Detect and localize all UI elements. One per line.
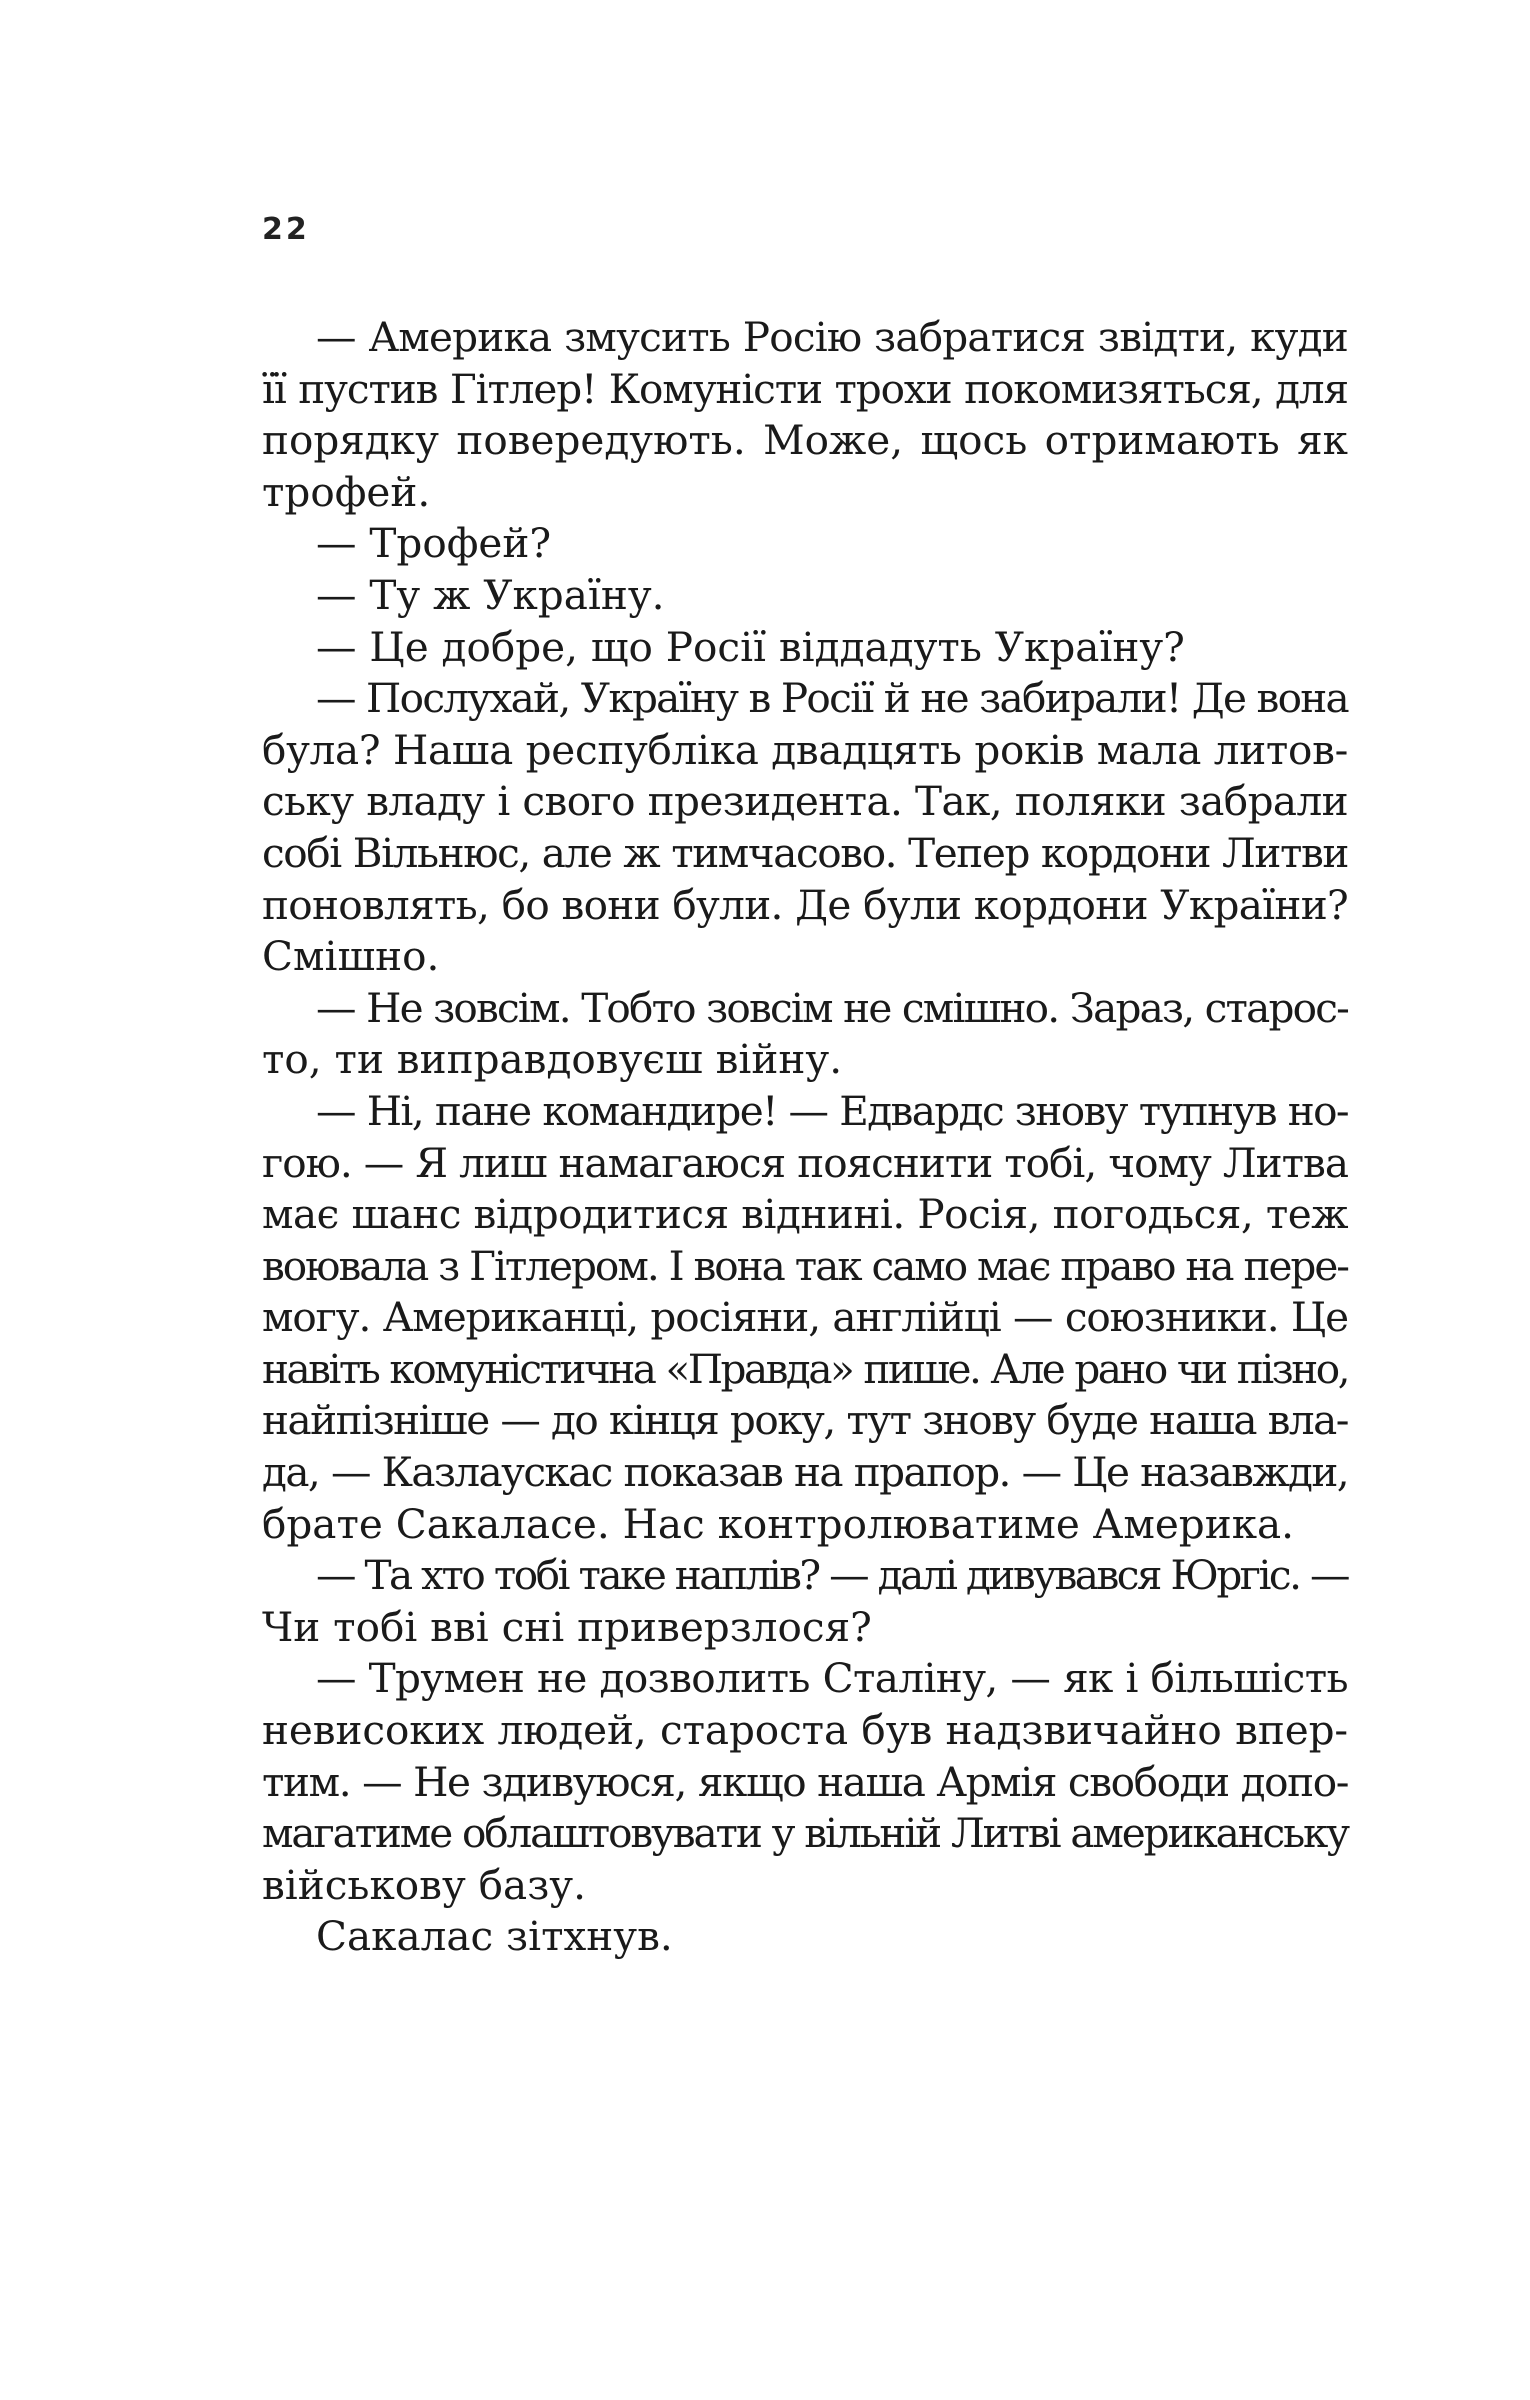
- text-line: порядку повередують. Може, щось отримають як: [262, 416, 1348, 465]
- text-line: була? Наша республіка двадцять років мала литов-: [262, 725, 1348, 774]
- text-line: має шанс відродитися віднині. Росія, погодься, теж: [262, 1190, 1348, 1239]
- text-line: Чи тобі вві сні приверзлося?: [262, 1602, 872, 1651]
- text-line: могу. Американці, росіяни, англійці — союзники. Це: [262, 1293, 1348, 1342]
- text-line: — Ту ж Україну.: [316, 570, 665, 619]
- text-line: — Америка змусить Росію забратися звідти, куди: [316, 313, 1348, 361]
- text-line: Сакалас зітхнув.: [316, 1912, 673, 1961]
- body-text: [262, 312, 1348, 1963]
- text-line: — Трофей?: [316, 519, 552, 568]
- text-line: собі Вільнюс, але ж тимчасово. Тепер кордони Литви: [262, 828, 1348, 877]
- text-line: брате Сакаласе. Нас контролюватиме Америка.: [262, 1499, 1295, 1548]
- text-line: її пустив Гітлер! Комуністи трохи покомизяться, для: [262, 364, 1348, 413]
- text-line: — Ні, пане командире! — Едвардс знову тупнув но-: [316, 1086, 1348, 1135]
- text-line: — Та хто тобі таке наплів? — далі дивувався Юргіс. —: [316, 1551, 1348, 1600]
- text-line: то, ти виправдовуєш війну.: [262, 1035, 843, 1084]
- text-line: трофей.: [262, 467, 431, 516]
- text-line: — Це добре, що Росії віддадуть Україну?: [316, 622, 1185, 671]
- text-line: гою. — Я лиш намагаюся пояснити тобі, чому Литва: [262, 1138, 1348, 1187]
- text-line: — Трумен не дозволить Сталіну, — як і більшість: [316, 1654, 1348, 1703]
- text-line: магатиме облаштовувати у вільній Литві американську: [262, 1809, 1348, 1858]
- text-line: найпізніше — до кінця року, тут знову буде наша вла-: [262, 1396, 1348, 1445]
- text-line: поновлять, бо вони були. Де були кордони України?: [262, 880, 1348, 929]
- text-line: невисоких людей, староста був надзвичайно впер-: [262, 1706, 1348, 1755]
- page-number: 22: [262, 212, 310, 247]
- text-line: тим. — Не здивуюся, якщо наша Армія свободи допо-: [262, 1757, 1348, 1806]
- text-line: да, — Казлаускас показав на прапор. — Це назавжди,: [262, 1448, 1348, 1497]
- text-line: — Не зовсім. Тобто зовсім не смішно. Зараз, старос-: [316, 983, 1348, 1032]
- text-line: Смішно.: [262, 932, 440, 981]
- text-line: — Послухай, Україну в Росії й не забирали! Де вона: [316, 674, 1348, 723]
- text-line: ську владу і свого президента. Так, поляки забрали: [262, 777, 1348, 826]
- text-line: військову базу.: [262, 1860, 586, 1909]
- text-line: воювала з Гітлером. І вона так само має право на пере-: [262, 1241, 1348, 1290]
- text-line: навіть комуністична «Правда» пише. Але рано чи пізно,: [262, 1344, 1348, 1393]
